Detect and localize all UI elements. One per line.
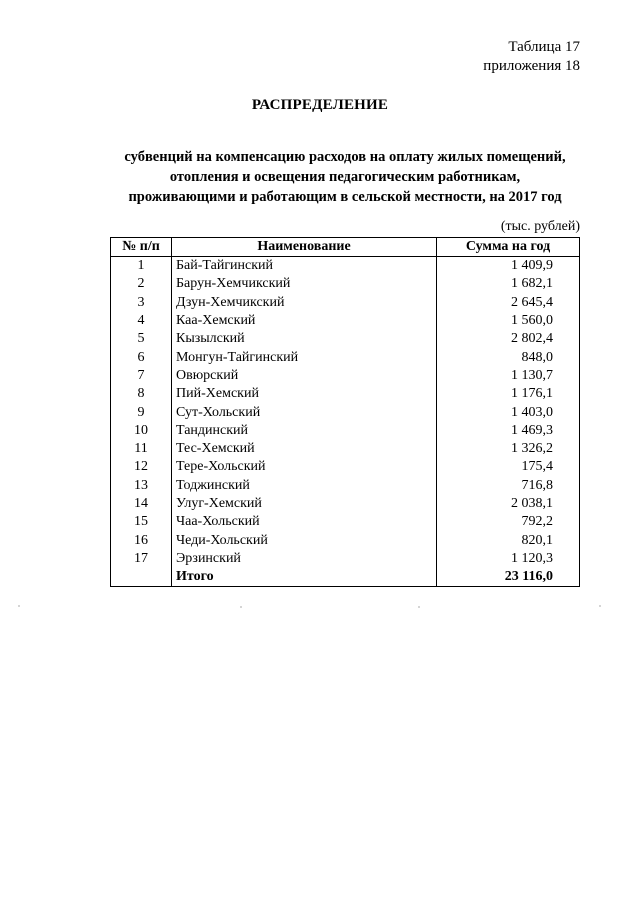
table-row — [111, 495, 580, 513]
amount-cell: 1 176,1 — [437, 385, 580, 403]
row-number-cell: 16 — [111, 531, 172, 549]
total-row — [111, 568, 580, 587]
table-row — [111, 330, 580, 348]
row-number-cell: 8 — [111, 385, 172, 403]
amount-cell: 175,4 — [437, 458, 580, 476]
district-name-cell: Овюрский — [172, 367, 437, 385]
column-header-number: № п/п — [111, 238, 172, 257]
row-number-cell: 11 — [111, 440, 172, 458]
amount-cell: 1 130,7 — [437, 367, 580, 385]
district-name-cell: Пий-Хемский — [172, 385, 437, 403]
amount-cell: 792,2 — [437, 513, 580, 531]
district-name-cell: Кызылский — [172, 330, 437, 348]
district-name-cell: Бай-Тайгинский — [172, 257, 437, 276]
scan-dot — [240, 606, 242, 608]
row-number-cell: 17 — [111, 550, 172, 568]
district-name-cell: Монгун-Тайгинский — [172, 348, 437, 366]
row-number-cell: 1 — [111, 257, 172, 276]
table-row — [111, 257, 580, 276]
row-number-cell: 4 — [111, 312, 172, 330]
page-header — [483, 38, 580, 76]
row-number-cell: 12 — [111, 458, 172, 476]
amount-cell: 1 326,2 — [437, 440, 580, 458]
table-row — [111, 367, 580, 385]
subtitle-line: отопления и освещения педагогическим работникам, — [169, 169, 521, 185]
table-row — [111, 458, 580, 476]
subtitle-line: проживающими и работающим в сельской местности, на 2017 год — [128, 189, 562, 205]
table-row — [111, 348, 580, 366]
district-name-cell: Тес-Хемский — [172, 440, 437, 458]
amount-cell: 820,1 — [437, 531, 580, 549]
table-row — [111, 531, 580, 549]
amount-cell: 848,0 — [437, 348, 580, 366]
amount-cell: 1 403,0 — [437, 403, 580, 421]
district-name-cell: Каа-Хемский — [172, 312, 437, 330]
table-row — [111, 312, 580, 330]
row-number-cell: 15 — [111, 513, 172, 531]
table-row — [111, 275, 580, 293]
table-header-row — [111, 238, 580, 257]
scan-dot — [418, 606, 420, 608]
units-label: (тыс. рублей) — [500, 219, 580, 234]
amount-cell: 2 645,4 — [437, 294, 580, 312]
district-name-cell: Сут-Хольский — [172, 403, 437, 421]
district-name-cell: Тоджинский — [172, 477, 437, 495]
row-number-cell: 5 — [111, 330, 172, 348]
table-row — [111, 513, 580, 531]
district-name-cell: Чаа-Хольский — [172, 513, 437, 531]
table-row — [111, 422, 580, 440]
table-row — [111, 403, 580, 421]
amount-cell: 2 802,4 — [437, 330, 580, 348]
row-number-cell: 13 — [111, 477, 172, 495]
amount-cell: 1 469,3 — [437, 422, 580, 440]
table-row — [111, 550, 580, 568]
amount-cell: 716,8 — [437, 477, 580, 495]
district-name-cell: Чеди-Хольский — [172, 531, 437, 549]
table-row — [111, 294, 580, 312]
row-number-cell: 9 — [111, 403, 172, 421]
table-reference: Таблица 17 — [508, 39, 580, 55]
row-number-cell: 3 — [111, 294, 172, 312]
row-number-cell: 7 — [111, 367, 172, 385]
total-label-cell: Итого — [172, 568, 437, 587]
table-row — [111, 385, 580, 403]
district-name-cell: Дзун-Хемчикский — [172, 294, 437, 312]
subvention-table — [110, 237, 580, 587]
column-header-sum: Сумма на год — [437, 238, 580, 257]
appendix-reference: приложения 18 — [483, 58, 580, 74]
scan-dot — [18, 605, 20, 607]
table-row — [111, 440, 580, 458]
district-name-cell: Эрзинский — [172, 550, 437, 568]
row-number-cell: 6 — [111, 348, 172, 366]
total-amount-cell: 23 116,0 — [437, 568, 580, 587]
amount-cell: 2 038,1 — [437, 495, 580, 513]
column-header-name: Наименование — [172, 238, 437, 257]
scan-dot — [599, 605, 601, 607]
amount-cell: 1 560,0 — [437, 312, 580, 330]
row-number-cell: 10 — [111, 422, 172, 440]
amount-cell: 1 682,1 — [437, 275, 580, 293]
row-number-cell: 2 — [111, 275, 172, 293]
table-body — [111, 257, 580, 587]
district-name-cell: Тере-Хольский — [172, 458, 437, 476]
district-name-cell: Тандинский — [172, 422, 437, 440]
district-name-cell: Барун-Хемчикский — [172, 275, 437, 293]
amount-cell: 1 409,9 — [437, 257, 580, 276]
amount-cell: 1 120,3 — [437, 550, 580, 568]
subtitle-line: субвенций на компенсацию расходов на оплату жилых помещений, — [124, 149, 566, 165]
row-number-cell: 14 — [111, 495, 172, 513]
document-subtitle — [110, 147, 580, 207]
total-number-cell — [111, 568, 172, 587]
district-name-cell: Улуг-Хемский — [172, 495, 437, 513]
document-title: РАСПРЕДЕЛЕНИЕ — [251, 97, 389, 113]
table-row — [111, 477, 580, 495]
